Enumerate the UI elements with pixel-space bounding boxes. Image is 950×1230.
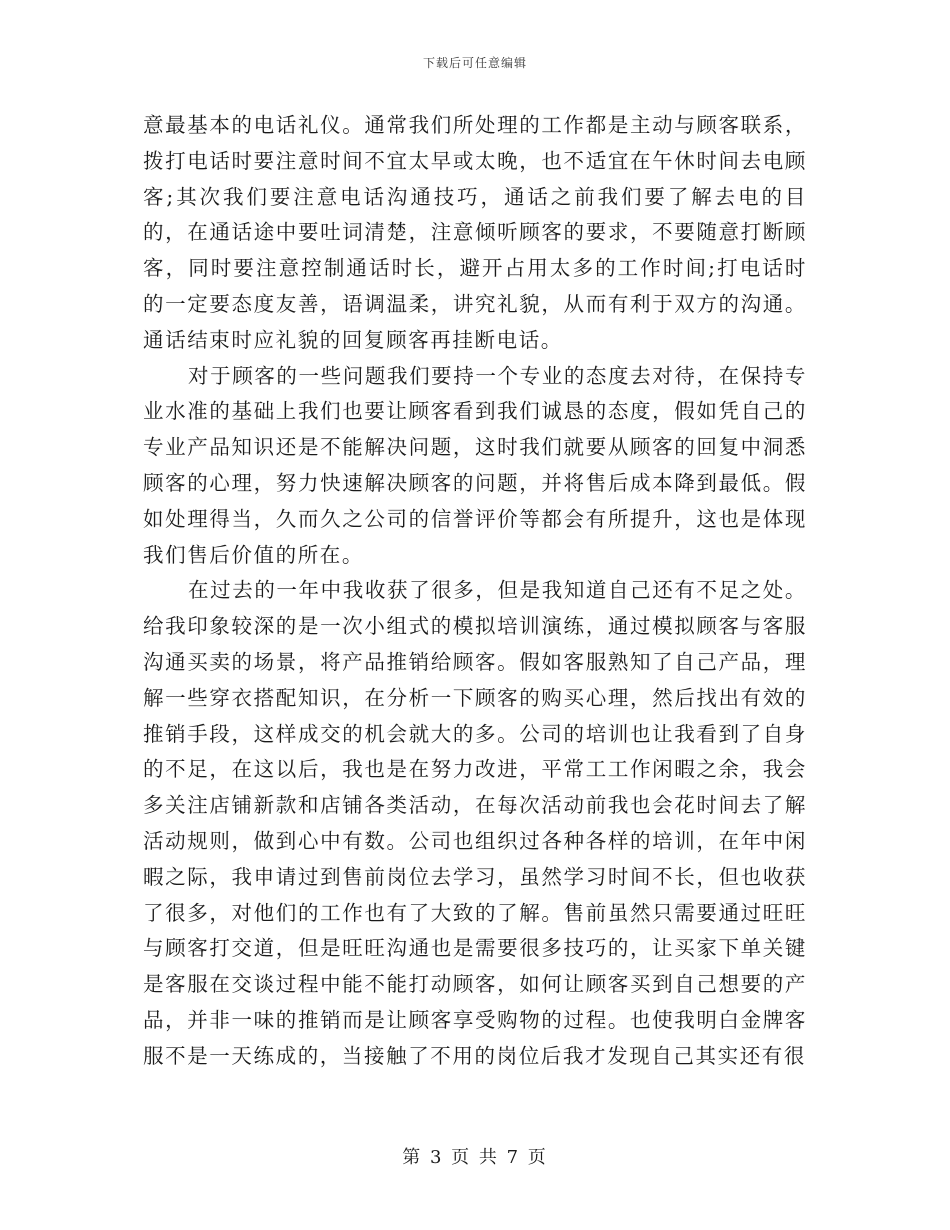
document-body (143, 108, 807, 1075)
page-number-footer: 第 3 页 共 7 页 (402, 1147, 548, 1168)
paragraph-1: 意最基本的电话礼仪。通常我们所处理的工作都是主动与顾客联系，拨打电话时要注意时间不宜太早或太晚，也不适宜在午休时间去电顾客;其次我们要注意电话沟通技巧，通话之前我们要了解去电的目的，在通话途中要吐词清楚，注意倾听顾客的要求，不要随意打断顾客，同时要注意控制通话时长，避开占用太多的工作时间;打电话时的一定要态度友善，语调温柔，讲究礼貌，从而有利于双方的沟通。通话结束时应礼貌的回复顾客再挂断电话。 (143, 113, 807, 352)
page-header: 下载后可任意编辑 (422, 56, 527, 70)
paragraph-2: 对于顾客的一些问题我们要持一个专业的态度去对待，在保持专业水准的基础上我们也要让顾客看到我们诚恳的态度，假如凭自己的专业产品知识还是不能解决问题，这时我们就要从顾客的回复中洞悉顾客的心理，努力快速解决顾客的问题，并将售后成本降到最低。假如处理得当，久而久之公司的信誉评价等都会有所提升，这也是体现我们售后价值的所在。 (143, 363, 807, 567)
paragraph-3: 在过去的一年中我收获了很多，但是我知道自己还有不足之处。给我印象较深的是一次小组式的模拟培训演练，通过模拟顾客与客服沟通买卖的场景，将产品推销给顾客。假如客服熟知了自己产品，理解一些穿衣搭配知识，在分析一下顾客的购买心理，然后找出有效的推销手段，这样成交的机会就大的多。公司的培训也让我看到了自身的不足，在这以后，我也是在努力改进，平常工工作闲暇之余，我会多关注店铺新款和店铺各类活动，在每次活动前我也会花时间去了解活动规则，做到心中有数。公司也组织过各种各样的培训，在年中闲暇之际，我申请过到售前岗位去学习，虽然学习时间不长，但也收获了很多，对他们的工作也有了大致的了解。售前虽然只需要通过旺旺与顾客打交道，但是旺旺沟通也是需要很多技巧的，让买家下单关键是客服在交谈过程中能不能打动顾客，如何让顾客买到自己想要的产品，并非一味的推销而是让顾客享受购物的过程。也使我明白金牌客服不是一天练成的，当接触了不用的岗位后我才发现自己其实还有很 (143, 578, 807, 1068)
